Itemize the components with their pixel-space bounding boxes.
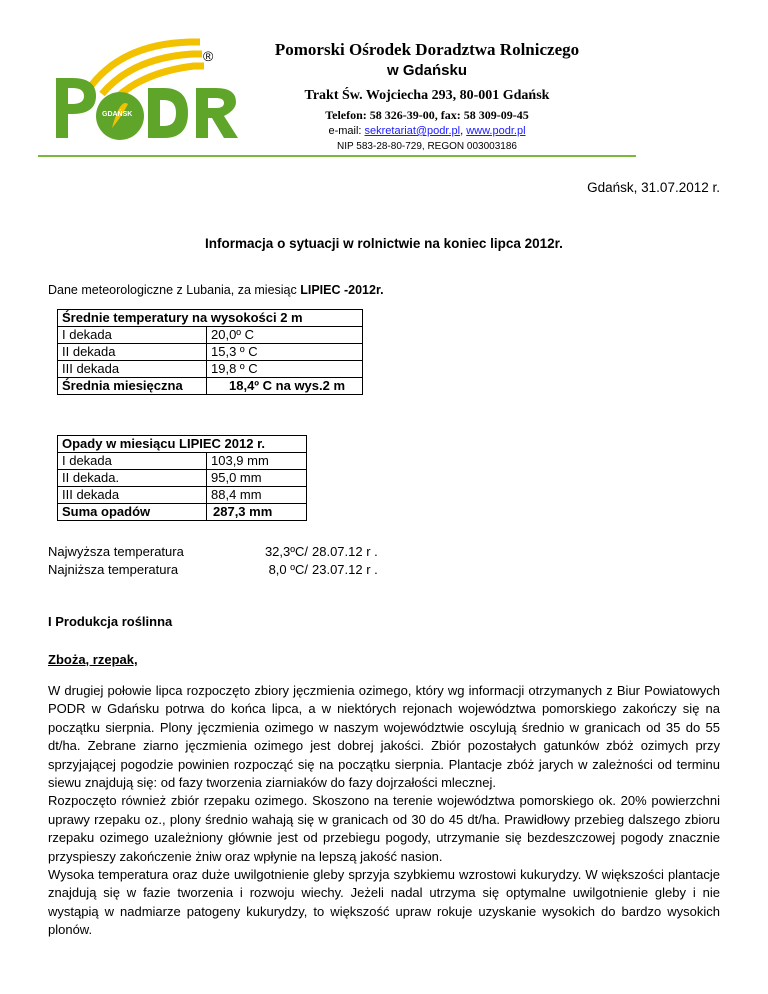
org-city: w Gdańsku [386,62,468,79]
rainfall-label: II dekada. [58,470,207,487]
header-divider [38,155,636,157]
table-row [58,378,363,395]
contact-separator: , [460,125,467,137]
temperature-header: Średnie temperatury na wysokości 2 m [58,310,363,327]
org-name: Pomorski Ośrodek Doradztwa Rolniczego [274,40,580,59]
temperature-extremes [48,543,378,579]
website-link[interactable]: www.podr.pl [466,125,526,137]
org-address: Trakt Św. Wojciecha 293, 80-001 Gdańsk [304,88,550,103]
temperature-label: II dekada [58,344,207,361]
registered-mark: ® [203,48,214,64]
email-link[interactable]: sekretariat@podr.pl [364,125,461,137]
table-row [58,504,307,521]
rainfall-label: I dekada [58,453,207,470]
org-ids: NIP 583-28-80-729, REGON 003003186 [337,141,517,152]
rainfall-value: 95,0 mm [207,470,307,487]
extreme-value: 32,3ºC/ [264,544,308,559]
rainfall-summary-value: 287,3 mm [207,504,307,521]
meteo-intro-text: Dane meteorologiczne z Lubania, za miesiąc [48,283,301,297]
temperature-label: III dekada [58,361,207,378]
document-date: Gdańsk, 31.07.2012 r. [587,180,720,195]
extreme-row-max [48,543,378,561]
extreme-label: Najwyższa temperatura [48,544,184,559]
temperature-value: 15,3 º C [207,344,363,361]
subsection-heading: Zboża, rzepak, [48,652,138,667]
meteo-intro [48,283,384,297]
paragraph: Rozpoczęto również zbiór rzepaku ozimego. Skoszono na terenie województwa pomorskiego ok. 20% powierzchni uprawy rzepaku oz., plony średnio wahają się w granicach od 30 do 45 dt/ha. Prawidłowy przebieg dalszego zbioru rzepaku ozimego uzależniony głównie jest od przebiegu pogody, utrzymanie się bezdeszczowej pogody znacznie przyspieszy zakończenie żniw oraz wpłynie na lepszą jakość nasion. [48,793,720,864]
table-row [58,487,307,504]
rainfall-table [57,435,307,521]
extreme-row-min [48,561,378,579]
email-prefix: e-mail: [328,125,365,137]
meteo-month: LIPIEC -2012r. [300,283,384,297]
body-text [48,682,720,940]
temperature-summary-value: 18,4º C na wys.2 m [207,378,363,395]
document-title: Informacja o sytuacji w rolnictwie na koniec lipca 2012r. [205,236,563,251]
org-phone: Telefon: 58 326-39-00, fax: 58 309-09-45 [325,108,529,122]
paragraph: Wysoka temperatura oraz duże uwilgotnienie gleby sprzyja szybkiemu wzrostowi kukurydzy. W większości plantacje znajdują się w fazie tworzenia i rozwoju wiechy. Jeżeli nadal utrzyma się optymalne uwilgotnienie gleby i nie wystąpią w nadmiarze patogeny kukurydzy, to większość upraw rokuje uzyskanie wysokich do bardzo wysokich plonów. [48,867,720,938]
table-row [58,327,363,344]
table-row [58,436,307,453]
logo-graphic [50,38,250,156]
temperature-summary-label: Średnia miesięczna [58,378,207,395]
temperature-value: 19,8 º C [207,361,363,378]
rainfall-value: 103,9 mm [207,453,307,470]
extreme-date: 23.07.12 r . [312,562,378,577]
rainfall-header: Opady w miesiącu LIPIEC 2012 r. [58,436,307,453]
temperature-label: I dekada [58,327,207,344]
extreme-value: 8,0 ºC/ [268,562,308,577]
rainfall-value: 88,4 mm [207,487,307,504]
table-row [58,361,363,378]
logo-city-label: GDAŃSK [102,111,133,118]
table-row [58,453,307,470]
table-row [58,344,363,361]
temperature-value: 20,0º C [207,327,363,344]
table-row [58,470,307,487]
table-row [58,310,363,327]
section-heading: I Produkcja roślinna [48,614,173,629]
org-contact [256,125,598,137]
temperature-table [57,309,363,395]
rainfall-summary-label: Suma opadów [58,504,207,521]
podr-logo [50,38,250,156]
paragraph: W drugiej połowie lipca rozpoczęto zbiory jęczmienia ozimego, który wg informacji otrzymanych z Biur Powiatowych PODR w Gdańsku potrwa do końca lipca, a w niektórych rejonach województwa pomorskiego zakończy się na początku sierpnia. Plony jęczmienia ozimego w naszym województwie oscylują średnio w granicach od 35 do 55 dt/ha. Zebrane ziarno jęczmienia ozimego jest dobrej jakości. Zbiór pozostałych gatunków zbóż ozimych przy sprzyjającej pogodzie powinien rozpocząć się na początku sierpnia. Plantacje zbóż jarych w zależności od terminu siewu znajdują się: od fazy tworzenia ziarniaków do fazy dojrzałości mlecznej. [48,683,720,791]
extreme-label: Najniższa temperatura [48,562,179,577]
extreme-date: 28.07.12 r . [312,544,378,559]
rainfall-label: III dekada [58,487,207,504]
